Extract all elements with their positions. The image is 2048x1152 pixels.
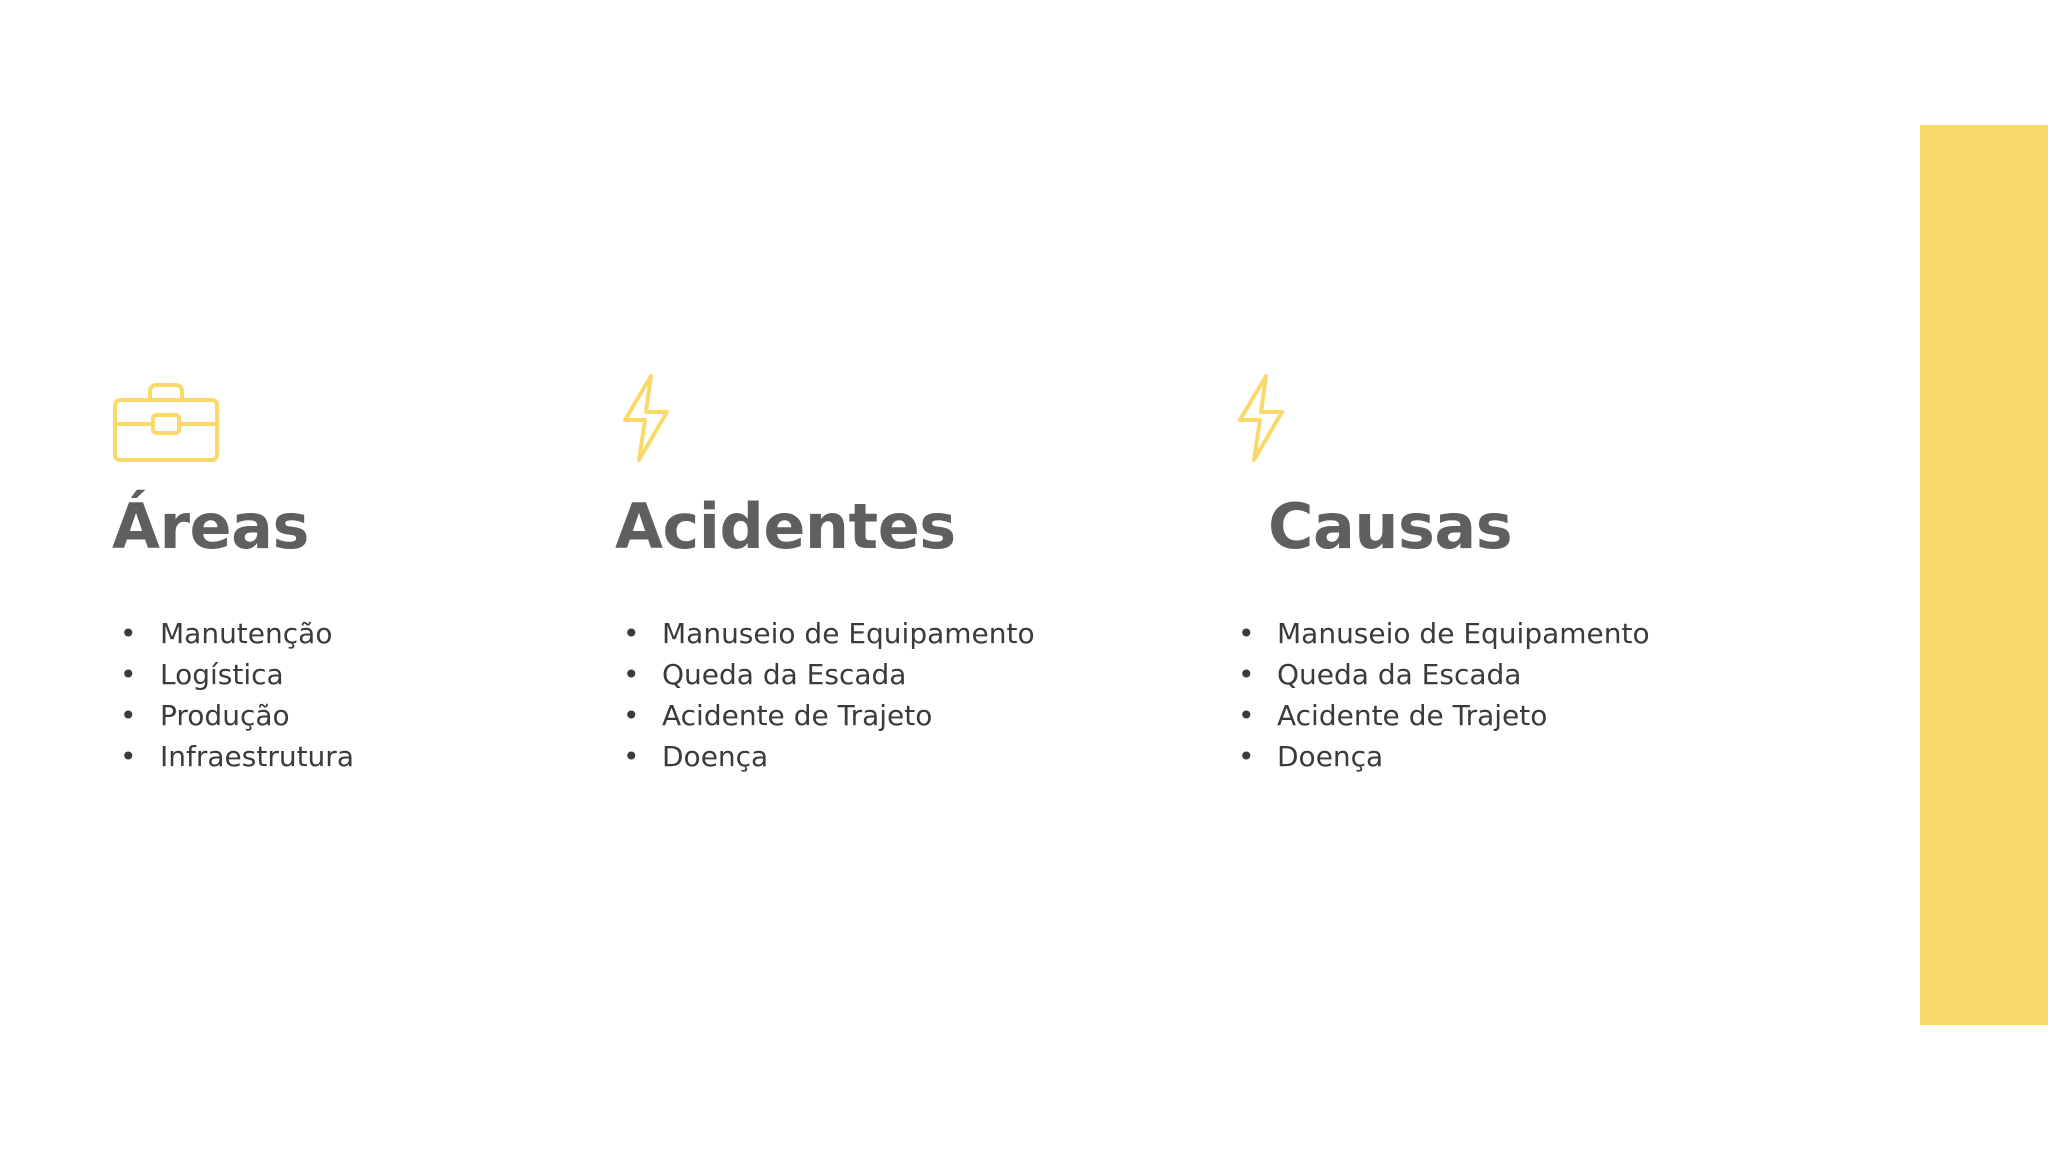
list-item xyxy=(615,658,1110,691)
bullet-dot: • xyxy=(120,617,137,650)
bullet-dot: • xyxy=(623,658,640,691)
column-heading: Causas xyxy=(1268,490,1513,563)
list-item xyxy=(112,658,510,691)
bullet-dot: • xyxy=(120,658,137,691)
column-acidentes xyxy=(510,368,1110,784)
list-item xyxy=(1230,740,1710,773)
columns-container xyxy=(0,368,2048,784)
bullet-dot: • xyxy=(1238,740,1255,773)
bullet-dot: • xyxy=(120,740,137,773)
lightning-bolt-icon xyxy=(615,368,1110,464)
list-item xyxy=(112,699,510,732)
list-item-label: Manuseio de Equipamento xyxy=(1277,617,1650,650)
list-item-label: Doença xyxy=(1277,740,1384,773)
bullet-list xyxy=(112,617,510,773)
list-item-label: Infraestrutura xyxy=(160,740,354,773)
list-item-label: Logística xyxy=(160,658,284,691)
list-item-label: Queda da Escada xyxy=(662,658,907,691)
list-item xyxy=(1230,658,1710,691)
bullet-dot: • xyxy=(623,617,640,650)
bullet-dot: • xyxy=(1238,658,1255,691)
list-item xyxy=(1230,617,1710,650)
column-causas xyxy=(1110,368,1710,784)
bullet-dot: • xyxy=(623,740,640,773)
bullet-dot: • xyxy=(1238,699,1255,732)
list-item xyxy=(615,699,1110,732)
column-heading: Áreas xyxy=(112,490,309,563)
list-item xyxy=(1230,699,1710,732)
list-item-label: Manutenção xyxy=(160,617,333,650)
briefcase-icon xyxy=(112,368,510,464)
list-item-label: Acidente de Trajeto xyxy=(1277,699,1548,732)
bullet-list xyxy=(615,617,1110,773)
bullet-dot: • xyxy=(623,699,640,732)
list-item-label: Doença xyxy=(662,740,769,773)
list-item-label: Manuseio de Equipamento xyxy=(662,617,1035,650)
list-item xyxy=(112,740,510,773)
list-item-label: Acidente de Trajeto xyxy=(662,699,933,732)
bullet-list xyxy=(1230,617,1710,773)
list-item xyxy=(615,617,1110,650)
lightning-bolt-icon xyxy=(1230,368,1710,464)
list-item-label: Queda da Escada xyxy=(1277,658,1522,691)
bullet-dot: • xyxy=(1238,617,1255,650)
bullet-dot: • xyxy=(120,699,137,732)
list-item xyxy=(112,617,510,650)
column-heading: Acidentes xyxy=(615,490,956,563)
list-item xyxy=(615,740,1110,773)
column-areas xyxy=(0,368,510,784)
list-item-label: Produção xyxy=(160,699,290,732)
